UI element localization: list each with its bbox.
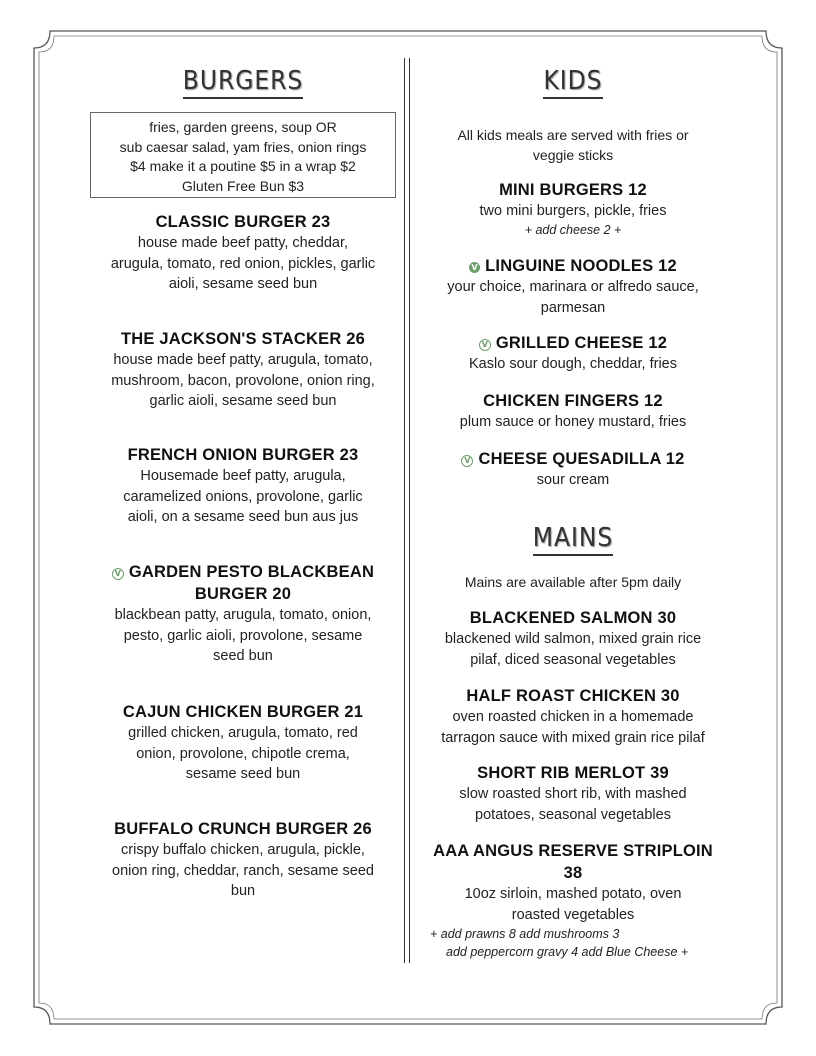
menu-item <box>428 762 718 825</box>
item-desc: plum sauce or honey mustard, fries <box>459 414 687 430</box>
item-name: V CHEESE QUESADILLA 12 <box>428 448 718 470</box>
item-name: FRENCH ONION BURGER 23 <box>127 446 359 464</box>
item-desc: crispy buffalo chicken, arugula, pickle, onion ring, cheddar, ranch, sesame seed bun <box>112 842 374 899</box>
sides-line: sub caesar salad, yam fries, onion rings <box>119 138 367 155</box>
menu-item <box>96 561 390 667</box>
item-name: CLASSIC BURGER 23 <box>155 213 331 231</box>
item-name: CAJUN CHICKEN BURGER 21 <box>122 703 364 721</box>
menu-item <box>428 607 718 670</box>
item-desc: house made beef patty, arugula, tomato, mushroom, bacon, provolone, onion ring, garlic aioli, sesame seed bun <box>111 352 375 409</box>
menu-item <box>428 840 718 925</box>
item-name: SHORT RIB MERLOT 39 <box>477 764 669 782</box>
menu-item <box>428 448 718 491</box>
item-name: MINI BURGERS 12 <box>499 181 647 199</box>
item-desc: blackened wild salmon, mixed grain rice pilaf, diced seasonal vegetables <box>444 631 702 668</box>
item-desc: blackbean patty, arugula, tomato, onion, pesto, garlic aioli, provolone, sesame seed bun <box>114 607 372 664</box>
item-desc: two mini burgers, pickle, fries <box>479 203 667 219</box>
kids-title: KIDS <box>428 66 718 96</box>
item-name: V GRILLED CHEESE 12 <box>428 332 718 354</box>
item-name: BUFFALO CRUNCH BURGER 26 <box>114 820 372 838</box>
item-name: V LINGUINE NOODLES 12 <box>428 255 718 277</box>
menu-item <box>428 332 718 375</box>
item-name: CHICKEN FINGERS 12 <box>483 392 663 410</box>
item-note: + add prawns 8 add mushrooms 3 <box>430 927 620 941</box>
item-name: THE JACKSON'S STACKER 26 <box>120 330 366 348</box>
kids-section <box>428 0 718 1056</box>
item-desc: house made beef patty, cheddar, arugula, tomato, red onion, pickles, garlic aioli, sesame seed bun <box>110 235 376 292</box>
vegetarian-v-icon: V <box>461 455 473 467</box>
item-desc: Housemade beef patty, arugula, caramelized onions, provolone, garlic aioli, on a sesame seed bun aus jus <box>123 468 363 525</box>
column-divider <box>404 58 410 963</box>
item-name: AAA ANGUS RESERVE STRIPLOIN 38 <box>433 842 713 882</box>
menu-item <box>428 685 718 748</box>
sides-line: $4 make it a poutine $5 in a wrap $2 <box>130 158 356 174</box>
menu-item <box>428 390 718 433</box>
menu-item <box>428 179 718 239</box>
item-desc: your choice, marinara or alfredo sauce, parmesan <box>447 279 699 316</box>
vegetarian-v-icon: V <box>469 262 480 273</box>
mains-title: MAINS <box>428 523 718 553</box>
vegetarian-v-icon: V <box>479 339 491 351</box>
kids-intro: All kids meals are served with fries or veggie sticks <box>457 127 689 163</box>
menu-item <box>428 255 718 318</box>
item-desc: Kaslo sour dough, cheddar, fries <box>469 356 677 372</box>
sides-line: Gluten Free Bun $3 <box>181 177 305 194</box>
vegetarian-v-icon: V <box>112 568 124 580</box>
item-desc: oven roasted chicken in a homemade tarragon sauce with mixed grain rice pilaf <box>441 709 705 746</box>
item-name: BLACKENED SALMON 30 <box>469 609 677 627</box>
item-note: + add cheese 2 + <box>524 222 622 237</box>
item-desc: grilled chicken, arugula, tomato, red onion, provolone, chipotle crema, sesame seed bun <box>128 725 358 782</box>
item-name: HALF ROAST CHICKEN 30 <box>466 687 680 705</box>
sides-line: fries, garden greens, soup OR <box>149 119 337 135</box>
burgers-title: BURGERS <box>96 66 390 96</box>
item-note: add peppercorn gravy 4 add Blue Cheese + <box>446 945 689 959</box>
menu-item <box>96 211 390 295</box>
menu-item <box>96 328 390 412</box>
menu-item <box>96 444 390 528</box>
mains-intro: Mains are available after 5pm daily <box>464 574 682 590</box>
item-name: V GARDEN PESTO BLACKBEAN BURGER 20 <box>96 561 390 605</box>
item-desc: sour cream <box>536 472 610 488</box>
menu-item <box>96 701 390 785</box>
menu-item <box>96 818 390 902</box>
item-desc: 10oz sirloin, mashed potato, oven roasted vegetables <box>464 886 682 923</box>
item-desc: slow roasted short rib, with mashed potatoes, seasonal vegetables <box>459 786 687 823</box>
